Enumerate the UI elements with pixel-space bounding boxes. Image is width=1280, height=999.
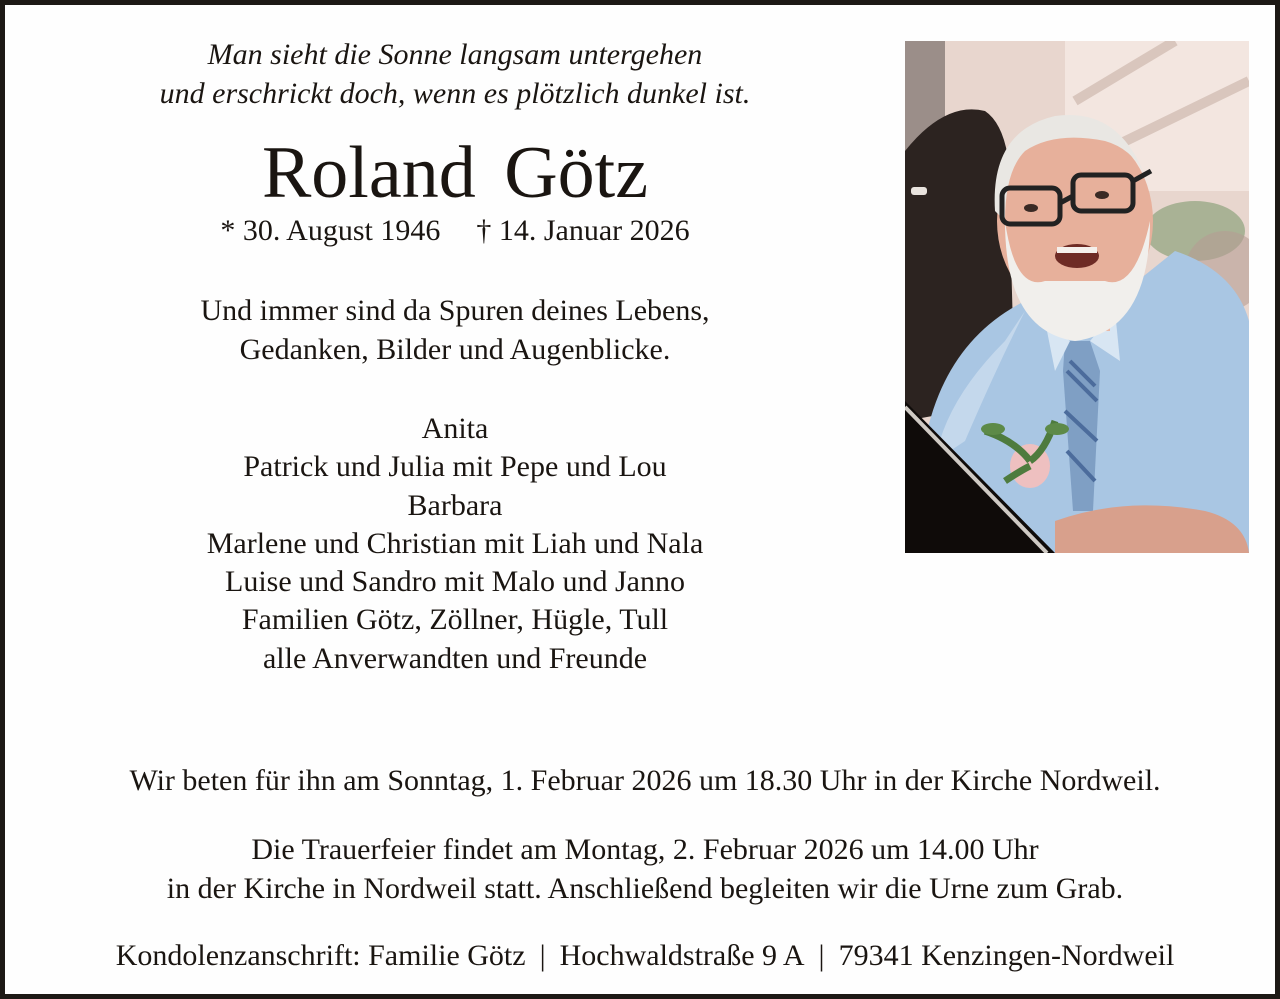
mourner-line: Anita [421,412,489,445]
mourner-line: Barbara [407,488,503,522]
condolence-address [5,936,1280,975]
address-city: 79341 Kenzingen-Nordweil [838,939,1175,972]
verse-line-1: Und immer sind da Spuren deines Lebens, [200,294,710,327]
address-label: Kondolenzanschrift: Familie Götz [115,939,526,972]
address-street: Hochwaldstraße 9 A [559,939,805,972]
motto [45,35,865,113]
life-dates [45,213,865,249]
service-line-2: in der Kirche in Nordweil statt. Anschließend begleiten wir die Urne zum Grab. [166,872,1124,905]
motto-line-1: Man sieht die Sonne langsam untergehen [207,38,703,71]
address-separator: | [818,939,825,972]
mourner-line: Familien Götz, Zöllner, Hügle, Tull [241,603,669,637]
service-line-1: Die Trauerfeier findet am Montag, 2. Februar 2026 um 14.00 Uhr [251,833,1039,866]
mourner-line: Marlene und Christian mit Liah und Nala [206,526,704,560]
obituary-text-column [45,35,865,678]
mourner-line: Patrick und Julia mit Pepe und Lou [243,450,667,484]
portrait-illustration [905,41,1249,553]
birth-date: * 30. August 1946 [220,214,441,247]
prayer-notice: Wir beten für ihn am Sonntag, 1. Februar 2026 um 18.30 Uhr in der Kirche Nordweil. [129,764,1161,797]
portrait-photo [905,41,1249,553]
funeral-service-notice [5,830,1280,908]
motto-line-2: und erschrickt doch, wenn es plötzlich dunkel ist. [159,77,751,110]
death-date: † 14. Januar 2026 [476,214,690,247]
address-separator: | [539,939,546,972]
mourners-list [45,410,865,678]
verse [45,291,865,369]
mourner-line: alle Anverwandten und Freunde [262,641,648,675]
verse-line-2: Gedanken, Bilder und Augenblicke. [239,333,671,366]
deceased-name: Roland Götz [261,132,649,214]
mourner-line: Luise und Sandro mit Malo und Janno [225,565,685,599]
